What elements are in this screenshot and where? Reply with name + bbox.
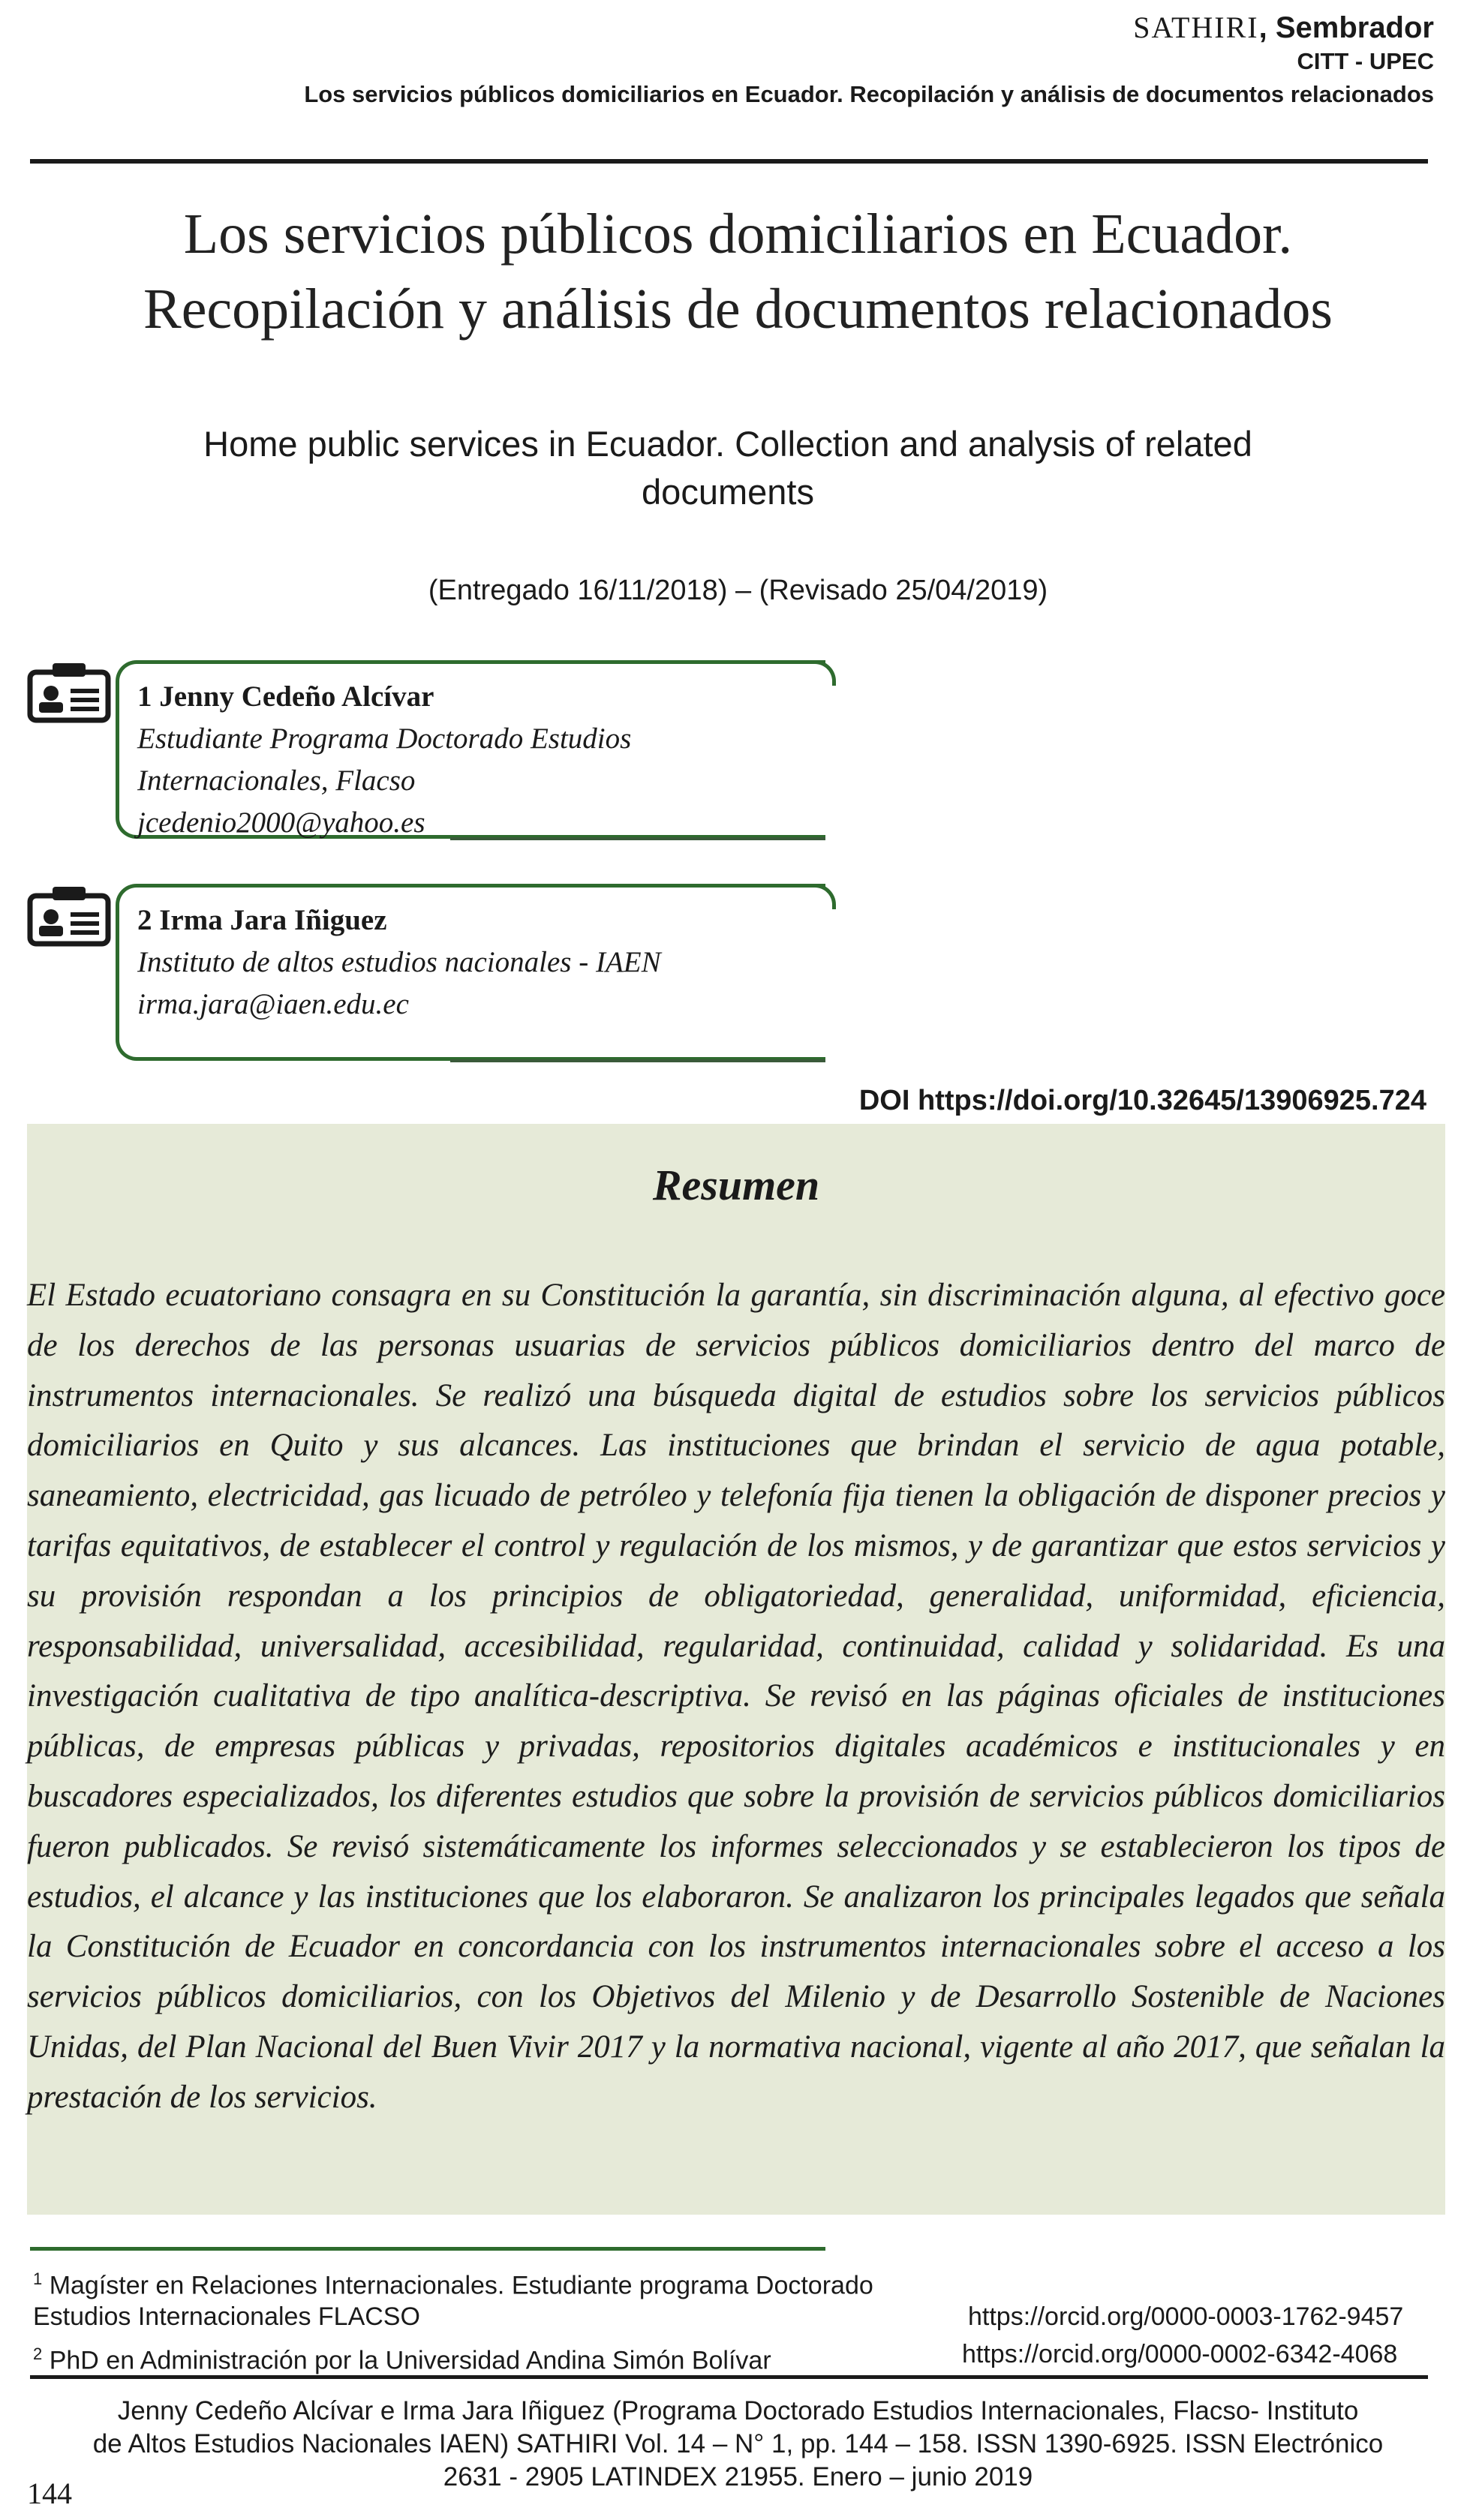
id-badge-icon	[27, 884, 111, 947]
author-card-2	[116, 884, 825, 1061]
author-mark: 1	[137, 680, 152, 713]
footnote-text: Magíster en Relaciones Internacionales. Estudiante programa Doctorado	[49, 2271, 873, 2300]
card-underline	[450, 1059, 825, 1062]
title-line-2: Recopilación y análisis de documentos relacionados	[143, 278, 1333, 341]
author-card-1	[116, 660, 825, 839]
author-affiliation: Instituto de altos estudios nacionales - IAEN	[137, 946, 661, 978]
abstract-heading: Resumen	[652, 1161, 820, 1209]
footnote-1	[33, 2264, 873, 2300]
submission-dates: (Entregado 16/11/2018) – (Revisado 25/04/2019)	[428, 575, 1048, 606]
author-email[interactable]: irma.jara@iaen.edu.ec	[137, 988, 409, 1020]
doi-link[interactable]: DOI https://doi.org/10.32645/13906925.724	[858, 1085, 1426, 1116]
orcid-link-1[interactable]: https://orcid.org/0000-0003-1762-9457	[968, 2302, 1404, 2331]
article-title	[0, 197, 1476, 347]
page-number: 144	[27, 2476, 72, 2510]
header-running-title: Los servicios públicos domiciliarios en Ecuador. Recopilación y análisis de documentos relacionados	[304, 81, 1434, 107]
author-email[interactable]: jcedenio2000@yahoo.es	[137, 806, 425, 839]
footnote-mark: 2	[33, 2344, 43, 2363]
header-org: CITT - UPEC	[1297, 48, 1434, 74]
footnote-2	[33, 2339, 771, 2375]
author-name: Jenny Cedeño Alcívar	[159, 680, 434, 713]
brand-name: SATHIRI	[1133, 11, 1259, 44]
journal-brand	[304, 11, 1434, 45]
card-underline	[450, 837, 825, 840]
footnote-divider	[30, 2247, 825, 2251]
running-header	[304, 11, 1434, 111]
english-title: Home public services in Ecuador. Collection and analysis of related documents	[203, 424, 1252, 512]
title-line-1: Los servicios públicos domiciliarios en Ecuador.	[183, 203, 1293, 266]
author-affiliation: Internacionales, Flacso	[137, 764, 416, 797]
footnote-mark: 1	[33, 2269, 43, 2288]
author-affiliation: Estudiante Programa Doctorado Estudios	[137, 722, 632, 755]
footnote-1-cont: Estudios Internacionales FLACSO	[33, 2302, 420, 2331]
orcid-link-2[interactable]: https://orcid.org/0000-0002-6342-4068	[962, 2340, 1398, 2368]
citation-line: 2631 - 2905 LATINDEX 21955. Enero – junio 2019	[443, 2462, 1033, 2491]
footer-divider	[30, 2375, 1428, 2379]
citation-block	[30, 2395, 1446, 2494]
citation-line: Jenny Cedeño Alcívar e Irma Jara Iñiguez (Programa Doctorado Estudios Internacionales, Flacso- Instituto	[117, 2396, 1359, 2425]
author-name: Irma Jara Iñiguez	[159, 904, 387, 936]
footnote-text: PhD en Administración por la Universidad Andina Simón Bolívar	[49, 2346, 771, 2375]
brand-suffix: , Sembrador	[1258, 11, 1434, 44]
abstract-text: El Estado ecuatoriano consagra en su Constitución la garantía, sin discriminación alguna, al efectivo goce de los derechos de las personas usuarias de servicios públicos domiciliarios dentro del marco de instrumentos internacionales. Se realizó una búsqueda digital de estudios sobre los servicios públicos domiciliarios en Quito y sus alcances. Las instituciones que brindan el servicio de agua potable, saneamiento, electricidad, gas licuado de petróleo y telefonía fija tienen la obligación de disponer precios y tarifas equitativos, de establecer el control y regulación de los mismos, y de garantizar que estos servicios y su provisión respondan a los principios de obligatoriedad, generalidad, uniformidad, eficiencia, responsabilidad, universalidad, accesibilidad, regularidad, continuidad, calidad y solidaridad. Es una investigación cualitativa de tipo analítica-descriptiva. Se revisó en las páginas oficiales de instituciones públicas, de empresas públicas y privadas, repositorios digitales académicos e institucionales y en buscadores especializados, los diferentes estudios que sobre la provisión de servicios públicos domiciliarios fueron publicados. Se revisó sistemáticamente los informes seleccionados y se establecieron los tipos de estudios, el alcance y las instituciones que los elaboraron. Se analizaron los principales legados que señala la Constitución de Ecuador en concordancia con los instrumentos internacionales sobre el acceso a los servicios públicos domiciliarios, con los Objetivos del Milenio y de Desarrollo Sostenible de Naciones Unidas, del Plan Nacional del Buen Vivir 2017 y la normativa nacional, vigente al año 2017, que señalan la prestación de los servicios.	[27, 1278, 1445, 2115]
header-divider	[30, 159, 1428, 164]
id-badge-icon	[27, 660, 111, 723]
abstract-box	[27, 1124, 1445, 2215]
citation-line: de Altos Estudios Nacionales IAEN) SATHIRI Vol. 14 – N° 1, pp. 144 – 158. ISSN 1390-6925. ISSN Electrónico	[92, 2429, 1384, 2458]
author-mark: 2	[137, 904, 152, 936]
